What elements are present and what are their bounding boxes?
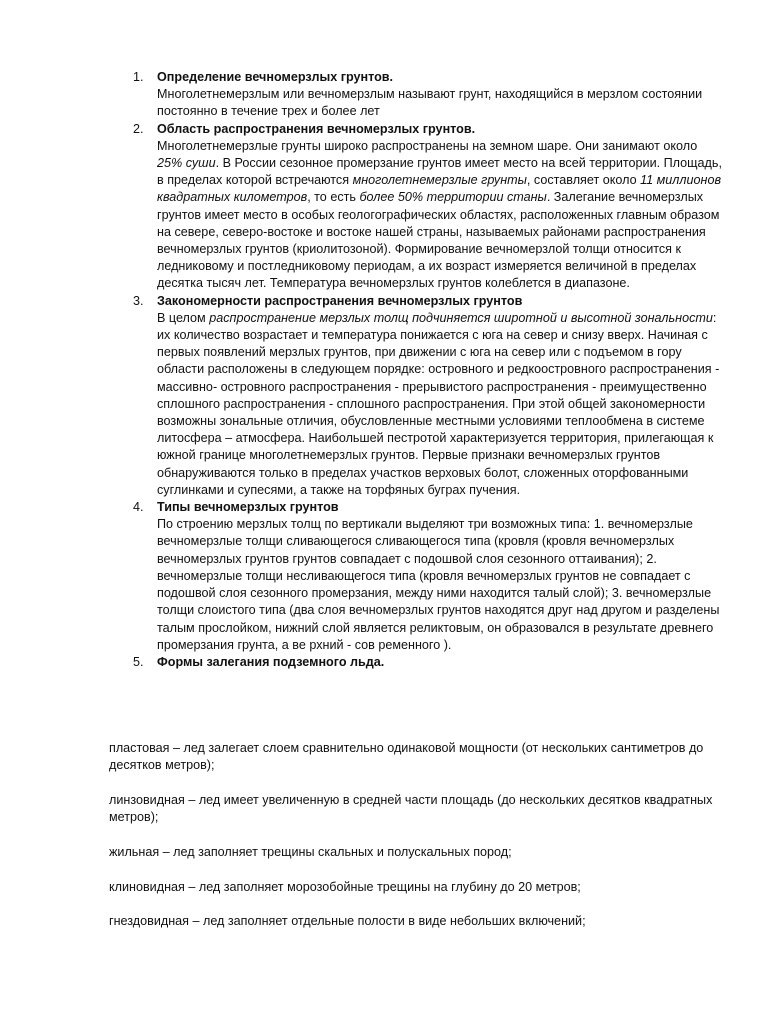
body-text: Многолетнемерзлым или вечномерзлым называют грунт, находящийся в мерзлом состоянии постоянно в течение трех и более лет bbox=[157, 87, 703, 119]
body-text: В целом bbox=[157, 310, 210, 325]
section-number: 3. bbox=[133, 293, 144, 308]
section-number: 1. bbox=[133, 70, 144, 84]
section-number: 5. bbox=[133, 654, 144, 669]
body-text: , то есть bbox=[307, 190, 360, 205]
ice-form-paragraph: жильная – лед заполняет трещины скальных и полускальных пород; bbox=[109, 844, 512, 859]
section-item bbox=[133, 293, 723, 499]
body-text: . В России сезонное промерзание грунтов имеет место на всей территории. Площадь, в пределах которой встречаются bbox=[157, 156, 722, 188]
body-text: . Залегание вечномерзлых грунтов имеет место в особых геологографических областях, расположенных главным образом на севере, северо-востоке и востоке нашей страны, называемых районами распространения вечномерзлых грунтов (криолитозоной). Формирование вечномерзлой толщи относится к ледниковому и постледниковому периодам, а их возраст измеряется величиной в пределах десятка тысяч лет. Температура вечномерзлых грунтов колеблется в диапазоне. bbox=[157, 190, 720, 291]
ice-form-paragraph: клиновидная – лед заполняет морозобойные трещины на глубину до 20 метров; bbox=[109, 879, 581, 894]
section-body bbox=[157, 310, 723, 499]
section-body bbox=[157, 86, 723, 120]
section-item bbox=[133, 69, 723, 121]
section-heading: Типы вечномерзлых грунтов bbox=[157, 500, 339, 515]
section-item bbox=[133, 654, 723, 671]
body-text: По строению мерзлых толщ по вертикали выделяют три возможных типа: 1. вечномерзлые вечномерзлые толщи сливающегося сливающегося типа (кровля (кровля вечномерзлых вечномерзлых грунтов грунтов совпадает с подошвой слоя сезонного оттаивания); 2. вечномерзлые толщи несливающегося типа (кровля вечномерзлых грунтов не совпадает с подошвой слоя сезонного промерзания, между ними находится талый слой); 3. вечномерзлые толщи слоистого типа (два слоя вечномерзлых грунтов находятся друг над другом и разделены талым прослойком, нижний слой является реликтовым, он образовался в результате древнего промерзания грунта, а ве рхний - сов ременного ). bbox=[157, 517, 720, 652]
section-body bbox=[157, 516, 723, 654]
ice-form-paragraph: пластовая – лед залегает слоем сравнительно одинаковой мощности (от нескольких сантиметров до десятков метров); bbox=[109, 741, 704, 773]
section-number: 4. bbox=[133, 500, 144, 515]
body-text: Многолетнемерзлые грунты широко распространены на земном шаре. Они занимают около bbox=[157, 138, 698, 153]
section-item bbox=[133, 121, 723, 293]
section-heading: Область распространения вечномерзлых грунтов. bbox=[157, 121, 476, 136]
italic-text: распространение мерзлых толщ подчиняется широтной и высотной зональности bbox=[209, 310, 713, 325]
section-body bbox=[157, 138, 723, 293]
italic-text: многолетнемерзлые грунты bbox=[352, 173, 527, 188]
italic-text: более 50% территории станы bbox=[359, 190, 547, 205]
section-heading: Формы залегания подземного льда. bbox=[157, 654, 385, 669]
section-heading: Закономерности распространения вечномерзлых грунтов bbox=[157, 293, 523, 308]
section-heading: Определение вечномерзлых грунтов. bbox=[157, 70, 394, 84]
ice-forms-list bbox=[109, 740, 729, 948]
italic-text: 11 миллионов квадратных километров bbox=[157, 173, 722, 205]
section-list bbox=[133, 69, 723, 671]
italic-text: 25% суши bbox=[157, 156, 216, 171]
section-number: 2. bbox=[133, 121, 144, 136]
ice-form-paragraph: линзовидная – лед имеет увеличенную в средней части площадь (до нескольких десятков квадратных метров); bbox=[109, 792, 713, 825]
ice-form-paragraph: гнездовидная – лед заполняет отдельные полости в виде небольших включений; bbox=[109, 914, 586, 929]
section-item bbox=[133, 499, 723, 654]
body-text: , составляет около bbox=[526, 173, 641, 188]
body-text: : их количество возрастает и температура понижается с юга на север и снизу вверх. Начиная с первых появлений мерзлых грунтов, при движении с юга на север или с подъемом в гору области расположены в следующем порядке: островного и редкоостровного распространения - массивно- островного распространения - прерывистого распространения - преимущественно сплошного распространения - сплошного распространения. При этой общей закономерности возможны зональные отличия, обусловленные местными условиями теплообмена в системе литосфера – атмосфера. Наибольшей пестротой характеризуется территория, прилегающая к южной границе многолетнемерзлых грунтов. Первые признаки вечномерзлых грунтов обнаруживаются только в пределах участков верховых болот, сложенных оторфованными суглинками и супесями, а также на торфяных буграх пучения. bbox=[157, 310, 720, 497]
